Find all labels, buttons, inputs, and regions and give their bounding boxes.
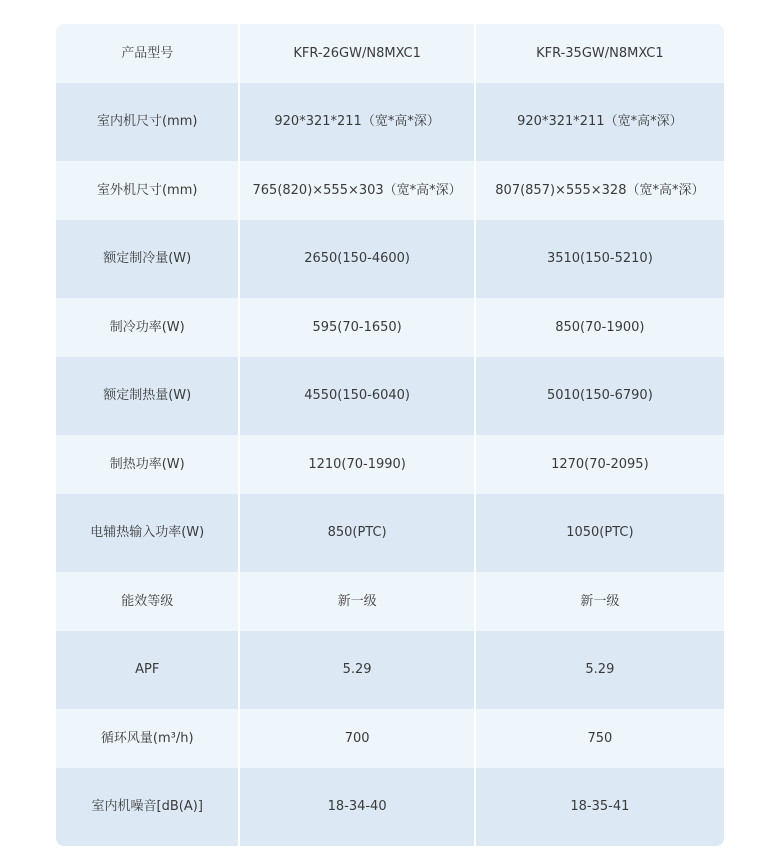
table-row [56,709,724,768]
header-model-1: KFR-26GW/N8MXC1 [238,24,473,83]
row-label: 室外机尺寸(mm) [96,182,198,198]
row-value-model-2: 850(70-1900) [474,298,724,357]
row-value-model-2: 5010(150-6790) [474,357,724,435]
row-value-model-1: 5.29 [238,631,473,709]
table-row [56,357,724,435]
table-row [56,83,724,161]
row-value-model-2: 807(857)×555×328（宽*高*深） [474,161,724,220]
header-model-2: KFR-35GW/N8MXC1 [474,24,724,83]
row-label: 额定制冷量(W) [103,251,192,267]
row-value-model-2: 750 [474,709,724,768]
row-value-model-1: 700 [238,709,473,768]
row-value-model-1: 765(820)×555×303（宽*高*深） [238,161,473,220]
row-value-model-1: 4550(150-6040) [238,357,473,435]
row-value-model-2: 3510(150-5210) [474,220,724,298]
row-label: 额定制热量(W) [103,388,192,404]
row-value-model-1: 18-34-40 [238,768,473,846]
row-value-model-2: 920*321*211（宽*高*深） [474,83,724,161]
row-label: 电辅热输入功率(W) [90,525,205,541]
row-label: 制冷功率(W) [109,319,185,335]
table-row [56,631,724,709]
row-label: 循环风量(m³/h) [100,730,194,746]
table-row [56,494,724,572]
row-label: APF [135,662,160,678]
table-header-row [56,24,724,83]
row-value-model-1: 新一级 [238,572,473,631]
row-value-model-1: 850(PTC) [238,494,473,572]
spec-table [56,24,724,846]
header-label: 产品型号 [121,45,174,61]
row-label: 室内机尺寸(mm) [96,114,198,130]
row-value-model-2: 新一级 [474,572,724,631]
row-label: 室内机噪音[dB(A)] [91,799,203,815]
row-value-model-1: 2650(150-4600) [238,220,473,298]
table-row [56,161,724,220]
table-row [56,435,724,494]
row-value-model-2: 1050(PTC) [474,494,724,572]
table-row [56,298,724,357]
row-value-model-2: 5.29 [474,631,724,709]
table-row [56,220,724,298]
row-value-model-1: 920*321*211（宽*高*深） [238,83,473,161]
row-value-model-2: 1270(70-2095) [474,435,724,494]
table-row [56,768,724,846]
row-label: 能效等级 [121,593,174,609]
row-value-model-2: 18-35-41 [474,768,724,846]
row-value-model-1: 595(70-1650) [238,298,473,357]
table-row [56,572,724,631]
row-value-model-1: 1210(70-1990) [238,435,473,494]
row-label: 制热功率(W) [109,456,185,472]
